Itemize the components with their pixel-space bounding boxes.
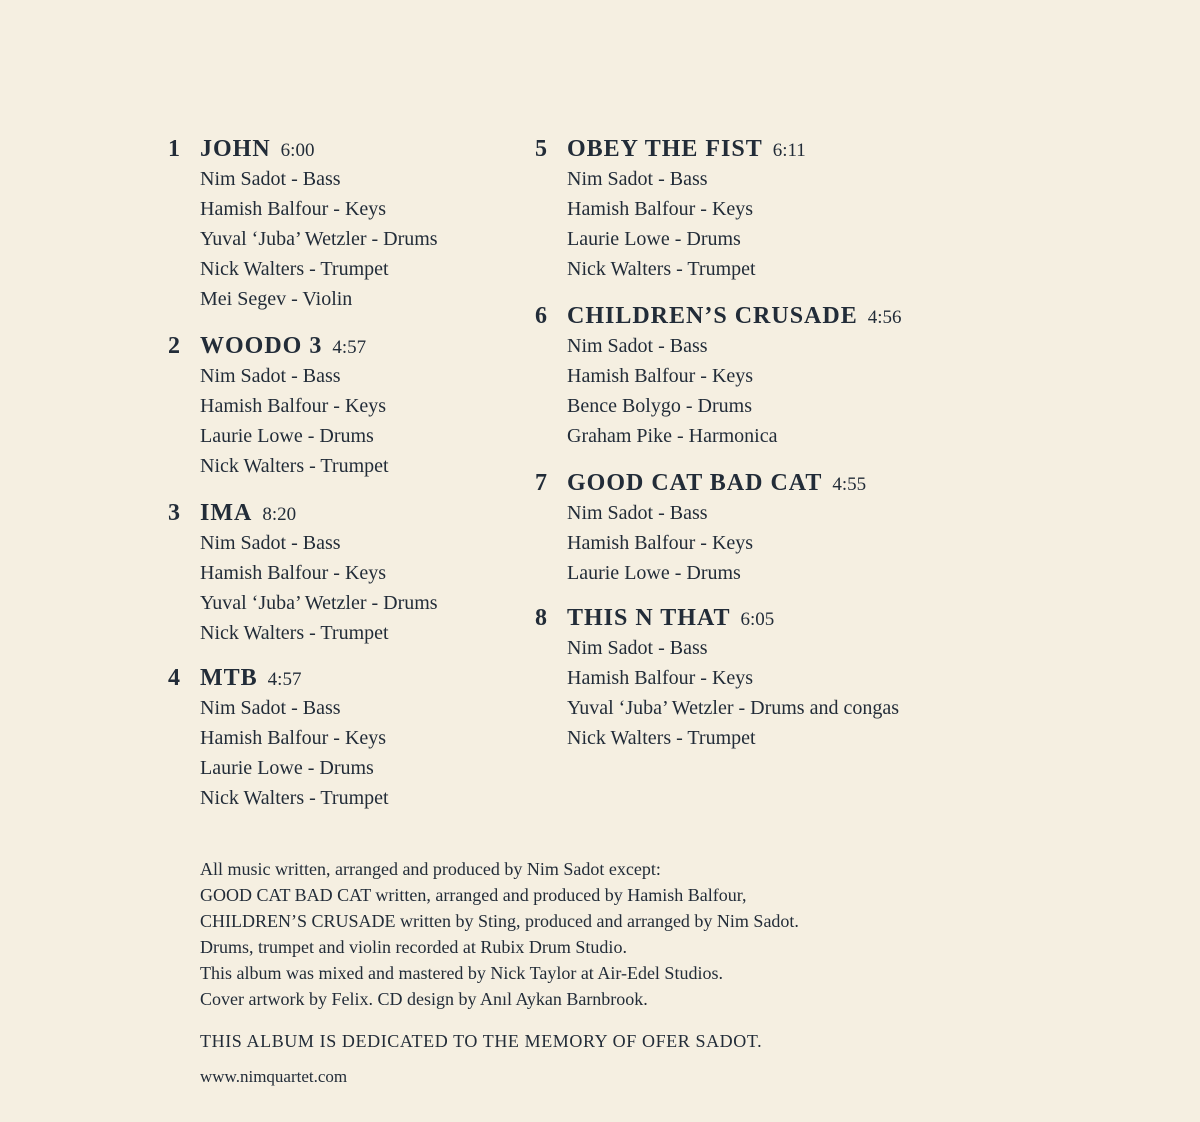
musician-credit: Nim Sadot - Bass [567, 637, 708, 659]
track-title [200, 663, 301, 695]
track-title [200, 498, 296, 530]
track-number: 5 [535, 136, 548, 162]
track-title [200, 331, 366, 363]
musician-list [168, 693, 389, 813]
track-2 [168, 331, 389, 481]
track-header [168, 331, 389, 361]
musician-credit: Nick Walters - Trumpet [200, 455, 389, 477]
musician-credit: Nim Sadot - Bass [200, 168, 341, 190]
track-title-text: GOOD CAT BAD CAT [567, 470, 823, 496]
track-number: 6 [535, 303, 548, 329]
dedication: THIS ALBUM IS DEDICATED TO THE MEMORY OF OFER SADOT. [200, 1031, 763, 1051]
track-number: 7 [535, 470, 548, 496]
musician-list [535, 164, 756, 284]
musician-credit: Nick Walters - Trumpet [200, 787, 389, 809]
musician-credit: Hamish Balfour - Keys [200, 562, 387, 584]
musician-credit: Nim Sadot - Bass [567, 335, 708, 357]
track-header [535, 134, 806, 164]
musician-credit: Yuval ‘Juba’ Wetzler - Drums [200, 592, 438, 614]
track-header [535, 468, 867, 498]
musician-credit: Nim Sadot - Bass [567, 502, 708, 524]
track-title-text: THIS N THAT [567, 605, 731, 631]
musician-credit: Graham Pike - Harmonica [567, 425, 778, 447]
track-3 [168, 498, 438, 648]
musician-credit: Laurie Lowe - Drums [567, 562, 741, 584]
track-title [567, 603, 774, 635]
musician-credit: Laurie Lowe - Drums [567, 228, 741, 250]
track-8 [535, 603, 899, 753]
musician-credit: Yuval ‘Juba’ Wetzler - Drums and congas [567, 697, 899, 719]
track-header [535, 603, 899, 633]
track-duration: 6:05 [740, 609, 775, 630]
musician-credit: Nim Sadot - Bass [200, 365, 341, 387]
track-title-text: IMA [200, 500, 253, 526]
track-6 [535, 301, 902, 451]
track-title-text: MTB [200, 665, 258, 691]
credit-line: This album was mixed and mastered by Nick Taylor at Air-Edel Studios. [200, 963, 723, 983]
track-header [168, 498, 438, 528]
musician-credit: Yuval ‘Juba’ Wetzler - Drums [200, 228, 438, 250]
track-title [567, 301, 902, 333]
track-header [168, 134, 438, 164]
credit-line: GOOD CAT BAD CAT written, arranged and produced by Hamish Balfour, [200, 885, 747, 905]
musician-credit: Mei Segev - Violin [200, 288, 353, 310]
musician-credit: Nick Walters - Trumpet [567, 258, 756, 280]
track-7 [535, 468, 867, 588]
track-header [168, 663, 389, 693]
track-duration: 4:55 [832, 474, 867, 495]
musician-credit: Hamish Balfour - Keys [567, 198, 754, 220]
musician-credit: Hamish Balfour - Keys [567, 667, 754, 689]
musician-credit: Nick Walters - Trumpet [200, 622, 389, 644]
track-number: 4 [168, 665, 181, 691]
track-1 [168, 134, 438, 314]
musician-credit: Nim Sadot - Bass [200, 532, 341, 554]
musician-credit: Nim Sadot - Bass [567, 168, 708, 190]
track-duration: 6:00 [280, 140, 315, 161]
musician-list [168, 528, 438, 648]
credit-line: All music written, arranged and produced by Nim Sadot except: [200, 859, 661, 879]
track-duration: 4:57 [332, 337, 367, 358]
track-title [567, 468, 866, 500]
musician-credit: Laurie Lowe - Drums [200, 757, 374, 779]
track-5 [535, 134, 806, 284]
track-number: 2 [168, 333, 181, 359]
musician-list [168, 361, 389, 481]
musician-credit: Nick Walters - Trumpet [200, 258, 389, 280]
track-4 [168, 663, 389, 813]
album-credits [200, 856, 799, 1012]
musician-credit: Bence Bolygo - Drums [567, 395, 752, 417]
track-title [200, 134, 314, 166]
musician-credit: Nim Sadot - Bass [200, 697, 341, 719]
track-title-text: OBEY THE FIST [567, 136, 763, 162]
track-duration: 6:11 [772, 140, 806, 161]
track-title [567, 134, 806, 166]
musician-list [535, 633, 899, 753]
website-url: www.nimquartet.com [200, 1067, 348, 1086]
track-duration: 4:56 [867, 307, 902, 328]
musician-credit: Hamish Balfour - Keys [200, 727, 387, 749]
track-duration: 8:20 [262, 504, 297, 525]
credit-line: CHILDREN’S CRUSADE written by Sting, produced and arranged by Nim Sadot. [200, 911, 799, 931]
musician-credit: Hamish Balfour - Keys [200, 395, 387, 417]
track-title-text: WOODO 3 [200, 333, 323, 359]
track-number: 1 [168, 136, 181, 162]
musician-credit: Hamish Balfour - Keys [200, 198, 387, 220]
track-title-text: JOHN [200, 136, 271, 162]
track-number: 3 [168, 500, 181, 526]
track-duration: 4:57 [267, 669, 302, 690]
track-title-text: CHILDREN’S CRUSADE [567, 303, 858, 329]
musician-list [535, 331, 777, 451]
musician-list [535, 498, 753, 588]
musician-credit: Hamish Balfour - Keys [567, 365, 754, 387]
credit-line: Drums, trumpet and violin recorded at Rubix Drum Studio. [200, 937, 627, 957]
credit-line: Cover artwork by Felix. CD design by Anıl Aykan Barnbrook. [200, 989, 648, 1009]
track-header [535, 301, 902, 331]
musician-credit: Laurie Lowe - Drums [200, 425, 374, 447]
musician-credit: Hamish Balfour - Keys [567, 532, 754, 554]
musician-credit: Nick Walters - Trumpet [567, 727, 756, 749]
track-number: 8 [535, 605, 548, 631]
musician-list [168, 164, 438, 314]
